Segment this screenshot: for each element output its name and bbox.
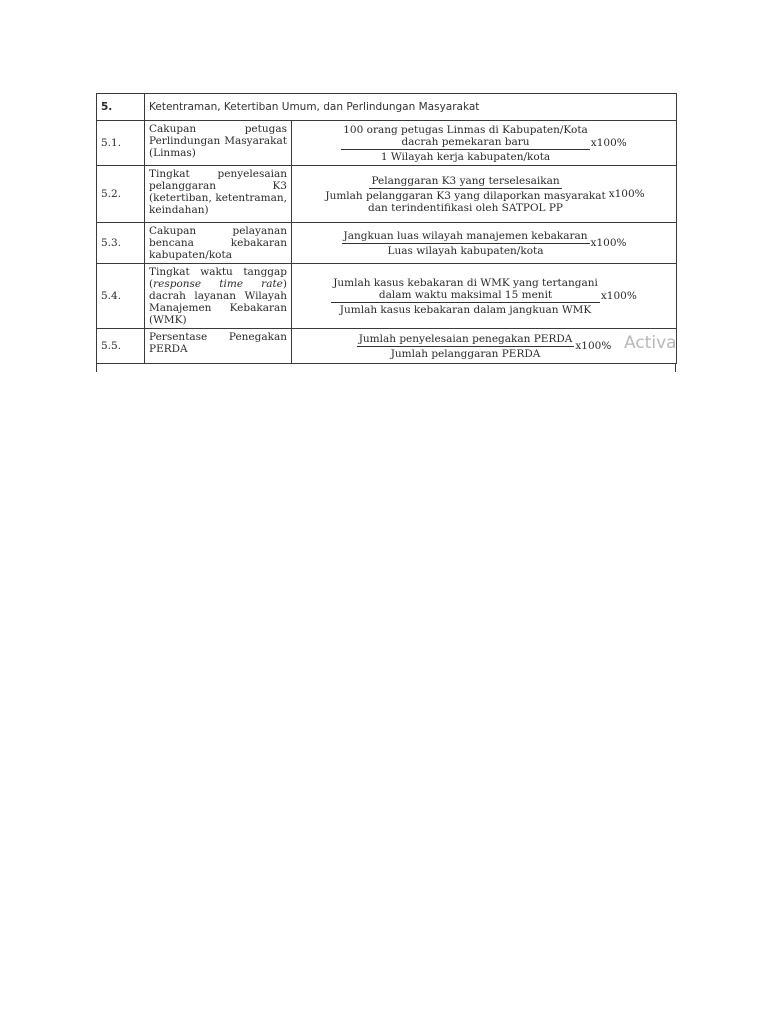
numerator-line: Jangkuan luas wilayah manajemen kebakaran <box>343 229 588 242</box>
row-number: 5.4. <box>97 264 145 329</box>
document-page <box>96 93 676 372</box>
indicator-name: Tingkat penyelesaian pelanggaran K3 (ketertiban, ketentraman, keindahan) <box>145 166 292 223</box>
fraction <box>341 124 590 163</box>
section-number: 5. <box>97 94 145 121</box>
indicator-name: Cakupan pelayanan bencana kebakaran kabupaten/kota <box>145 223 292 264</box>
denominator-line: 1 Wilayah kerja kabupaten/kota <box>380 150 551 163</box>
table-row <box>97 264 677 329</box>
section-header-row <box>97 94 677 121</box>
numerator-line: dacrah pemekaran baru <box>401 135 530 148</box>
row-number: 5.5. <box>97 329 145 364</box>
numerator-line: dalam waktu maksimal 15 menit <box>378 288 553 301</box>
multiplier: x100% <box>600 290 637 302</box>
numerator <box>342 230 590 244</box>
numerator <box>357 333 575 347</box>
denominator <box>338 303 593 316</box>
denominator-line: dan terindentifikasi oleh SATPOL PP <box>368 201 563 214</box>
numerator <box>369 175 561 189</box>
table-row <box>97 223 677 264</box>
indicator-name <box>145 264 292 329</box>
fraction <box>331 277 600 316</box>
table-row <box>97 166 677 223</box>
formula-cell <box>292 166 677 223</box>
table-row <box>97 329 677 364</box>
section-title: Ketentraman, Ketertiban Umum, dan Perlindungan Masyarakat <box>145 94 677 121</box>
indicator-italic-text: response time rate <box>153 278 283 290</box>
fraction <box>323 175 607 214</box>
indicator-name: Cakupan petugas Perlindungan Masyarakat (Linmas) <box>145 121 292 166</box>
fraction <box>357 333 575 360</box>
formula <box>357 333 612 360</box>
denominator-line: Luas wilayah kabupaten/kota <box>387 244 544 257</box>
denominator <box>323 189 607 214</box>
indicator-text: Tingkat waktu tanggap ( <box>149 266 287 290</box>
formula-cell <box>292 223 677 264</box>
numerator <box>331 277 600 303</box>
numerator-line: Pelanggaran K3 yang terselesaikan <box>371 174 560 187</box>
formula <box>331 277 637 316</box>
multiplier: x100% <box>590 237 627 249</box>
denominator <box>379 150 552 163</box>
formula <box>341 124 627 163</box>
indicator-text: ) dacrah layanan Wilayah Manajemen Kebakaran (WMK) <box>149 278 287 326</box>
table-continuation <box>96 364 676 372</box>
row-number: 5.1. <box>97 121 145 166</box>
denominator-line: Jumlah kasus kebakaran dalam jangkuan WMK <box>339 303 592 316</box>
row-number: 5.2. <box>97 166 145 223</box>
row-number: 5.3. <box>97 223 145 264</box>
denominator <box>389 347 543 360</box>
multiplier: x100% <box>608 188 645 200</box>
indicator-table <box>96 93 677 364</box>
multiplier: x100% <box>575 340 612 352</box>
formula-cell <box>292 264 677 329</box>
multiplier: x100% <box>590 137 627 149</box>
indicator-name: Persentase Penegakan PERDA <box>145 329 292 364</box>
formula-cell <box>292 121 677 166</box>
formula-cell <box>292 329 677 364</box>
activation-watermark: Activa <box>624 333 677 353</box>
numerator-line: 100 orang petugas Linmas di Kabupaten/Kota <box>343 123 588 136</box>
formula <box>342 230 627 257</box>
table-row <box>97 121 677 166</box>
numerator-line: Jumlah kasus kebakaran di WMK yang tertangani <box>333 276 598 289</box>
formula <box>323 175 644 214</box>
denominator-line: Jumlah pelanggaran PERDA <box>390 347 541 360</box>
fraction <box>342 230 590 257</box>
numerator <box>341 124 590 150</box>
numerator-line: Jumlah penyelesaian penegakan PERDA <box>358 332 573 345</box>
denominator-line: Jumlah pelanggaran K3 yang dilaporkan masyarakat <box>325 189 606 202</box>
denominator <box>386 244 546 257</box>
